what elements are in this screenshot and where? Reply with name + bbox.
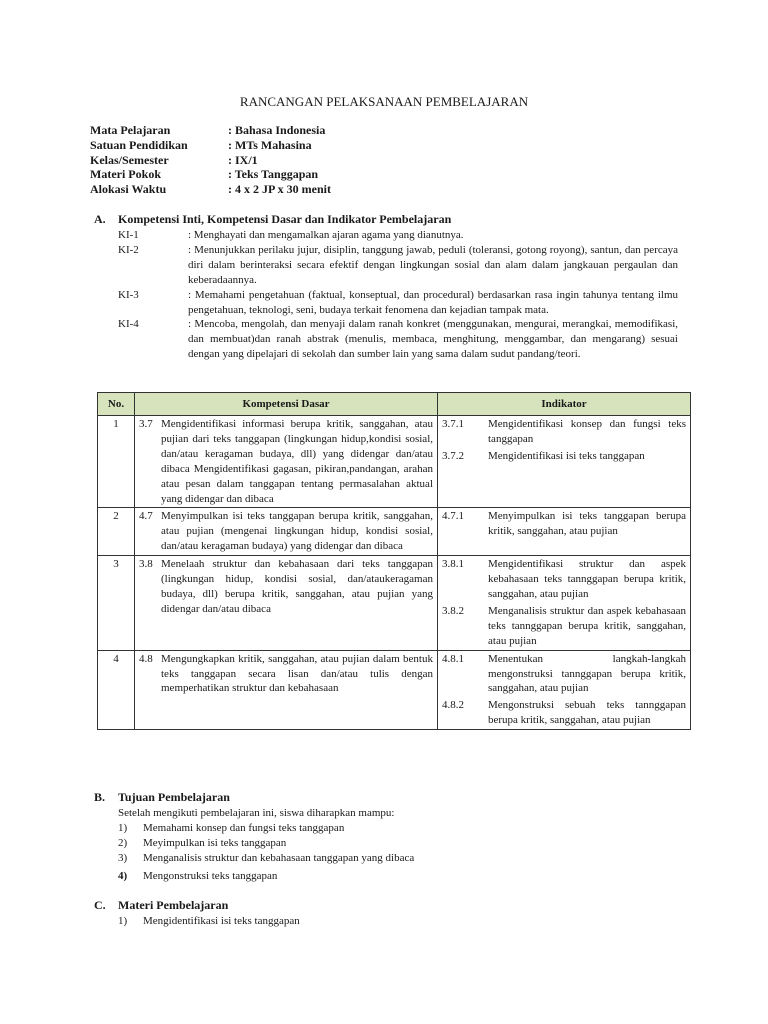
- ki-3: [118, 288, 678, 318]
- indicator-code: 4.7.1: [442, 510, 464, 523]
- table-row: [98, 650, 691, 730]
- indicator-text: Mengidentifikasi isi teks tanggapan: [488, 449, 645, 462]
- header-indicator: Indikator: [438, 393, 691, 416]
- meta-value: : 4 x 2 JP x 30 menit: [228, 182, 331, 197]
- row-number: 3: [98, 556, 135, 650]
- indicator-code: 3.7.1: [442, 418, 464, 430]
- section-letter: C.: [94, 898, 106, 912]
- item-number: 1): [118, 915, 128, 927]
- section-letter: B.: [94, 790, 106, 804]
- competency-table: [97, 392, 691, 730]
- ki-4: [118, 317, 678, 362]
- indicator-text: Menganalisis struktur dan aspek kebahasaan teks tannggapan berupa kritik, sanggahan, atau pujian: [488, 604, 686, 647]
- ki-label: KI-4: [118, 318, 139, 330]
- indicator-code: 4.8.1: [442, 652, 464, 665]
- meta-key: Kelas/Semester: [90, 152, 169, 167]
- section-title: Kompetensi Inti, Kompetensi Dasar dan Indikator Pembelajaran: [118, 212, 452, 226]
- ki-text: : Mencoba, mengolah, dan menyaji dalam ranah konkret (menggunakan, mengurai, merangkai, memodifikasi, dan membuat)dan ranah abstrak (menulis, membaca, menghitung, menggambar, dan mengarang) sesuai dengan yang dipelajari di sekolah dan sumber lain yang sama dalam sudut pandang/teori.: [188, 318, 678, 360]
- list-item: [118, 869, 414, 884]
- list-item: [118, 836, 414, 851]
- list-item: [118, 851, 414, 866]
- kd-cell: [135, 650, 438, 730]
- objectives-list: [118, 806, 414, 884]
- kd-cell: [135, 416, 438, 508]
- meta-value: : IX/1: [228, 152, 258, 167]
- indicator-code: 3.7.2: [442, 449, 464, 462]
- objectives-intro: Setelah mengikuti pembelajaran ini, siswa diharapkan mampu:: [118, 807, 395, 819]
- list-item: [118, 914, 300, 929]
- item-text: Menganalisis struktur dan kebahasaan tanggapan yang dibaca: [143, 852, 415, 864]
- meta-row: [90, 182, 331, 197]
- section-a-heading: [94, 212, 451, 227]
- kd-code: 3.8: [139, 558, 153, 571]
- item-number: 1): [118, 822, 128, 834]
- ki-label: KI-2: [118, 244, 139, 256]
- indicator-code: 3.8.2: [442, 604, 464, 617]
- ki-1: [118, 228, 678, 243]
- kd-text: Menyimpulkan isi teks tanggapan berupa kritik, sanggahan, atau pujian (mengenai lingkungan hidup, kondisi sosial, dan/atau keragaman budaya) yang didengar dan dibaca: [161, 510, 433, 553]
- kd-code: 4.7: [139, 510, 153, 523]
- row-number: 4: [98, 650, 135, 730]
- kd-cell: [135, 508, 438, 556]
- header-no: No.: [98, 393, 135, 416]
- meta-row: [90, 153, 331, 168]
- table-row: [98, 508, 691, 556]
- indicator-text: Mengidentifikasi konsep dan fungsi teks tanggapan: [488, 418, 686, 445]
- kd-cell: [135, 556, 438, 650]
- ki-label: KI-1: [118, 229, 139, 241]
- meta-key: Satuan Pendidikan: [90, 137, 188, 152]
- indicator-code: 3.8.1: [442, 558, 464, 571]
- item-number: 3): [118, 852, 128, 864]
- section-letter: A.: [94, 212, 106, 226]
- item-number: 2): [118, 837, 128, 849]
- indicator-text: Mengidentifikasi struktur dan aspek kebahasaan teks tannggapan berupa kritik, sanggahan, atau pujian: [488, 558, 686, 600]
- indicator-text: Mengonstruksi sebuah teks tannggapan berupa kritik, sanggahan, atau pujian: [488, 699, 686, 727]
- item-text: Mengonstruksi teks tanggapan: [143, 870, 278, 882]
- item-text: Memahami konsep dan fungsi teks tanggapan: [143, 822, 345, 834]
- ki-2: [118, 243, 678, 288]
- table-row: [98, 416, 691, 508]
- ki-text: : Memahami pengetahuan (faktual, konseptual, dan procedural) berdasarkan rasa ingin tahunya tentang ilmu pengetahuan, teknologi, seni, budaya terkait fenomena dan kejadian tampak mata.: [188, 289, 678, 316]
- meta-key: Materi Pokok: [90, 167, 161, 182]
- meta-row: [90, 167, 331, 182]
- kd-code: 4.8: [139, 652, 153, 665]
- indicator-text: Menentukan langkah-langkah mengonstruksi tannggapan berupa kritik, sanggahan, atau pujian: [488, 652, 686, 695]
- meta-value: : Bahasa Indonesia: [228, 123, 326, 137]
- indicator-cell: [438, 508, 691, 556]
- indicator-text: Menyimpulkan isi teks tanggapan berupa kritik, sanggahan, atau pujian: [488, 510, 686, 538]
- meta-key: Mata Pelajaran: [90, 123, 171, 137]
- table-header-row: [98, 393, 691, 416]
- identity-block: [90, 123, 331, 197]
- indicator-cell: [438, 650, 691, 730]
- section-c-heading: [94, 898, 228, 913]
- ki-text: : Menunjukkan perilaku jujur, disiplin, tanggung jawab, peduli (toleransi, gotong royong), santun, dan percaya diri dalam berinteraksi secara efektif dengan lingkungan sosial dan alam dalam jangkauan pergaulan dan keberadaannya.: [188, 244, 678, 286]
- indicator-code: 4.8.2: [442, 699, 464, 712]
- section-title: Materi Pembelajaran: [118, 898, 229, 912]
- ki-text: : Menghayati dan mengamalkan ajaran agama yang dianutnya.: [188, 229, 464, 241]
- materials-list: [118, 914, 300, 929]
- meta-value: : MTs Mahasina: [228, 137, 312, 152]
- table-row: [98, 556, 691, 650]
- indicator-cell: [438, 416, 691, 508]
- meta-row: [90, 123, 331, 138]
- section-b-heading: [94, 790, 230, 805]
- item-number: 4): [118, 870, 128, 882]
- item-text: Meyimpulkan isi teks tanggapan: [143, 837, 287, 849]
- header-kd: Kompetensi Dasar: [135, 393, 438, 416]
- meta-row: [90, 138, 331, 153]
- kd-text: Mengidentifikasi informasi berupa kritik, sanggahan, atau pujian dari teks tanggapan (lingkungan hidup,kondisi sosial, dan/atau keragaman budaya, dll) yang didengar dan/atau dibaca Mengidentifikasi gagasan, pikiran,pandangan, arahan atau pesan dalam tanggapan tentang permasalahan aktual yang didengar dan dibaca: [161, 418, 433, 505]
- list-item: [118, 821, 414, 836]
- kd-text: Menelaah struktur dan kebahasaan dari teks tanggapan (lingkungan hidup, kondisi sosial, dan/ataukeragaman budaya, dll) berupa kritik, sanggahan, atau pujian yang didengar dan/atau dibaca: [161, 558, 433, 615]
- kd-code: 3.7: [139, 418, 153, 430]
- meta-value: : Teks Tanggapan: [228, 167, 319, 182]
- meta-key: Alokasi Waktu: [90, 182, 167, 197]
- row-number: 1: [98, 416, 135, 508]
- row-number: 2: [98, 508, 135, 556]
- indicator-cell: [438, 556, 691, 650]
- section-title: Tujuan Pembelajaran: [118, 790, 230, 804]
- ki-label: KI-3: [118, 289, 139, 301]
- document-title: RANCANGAN PELAKSANAAN PEMBELAJARAN: [239, 94, 529, 109]
- item-text: Mengidentifikasi isi teks tanggapan: [143, 915, 300, 927]
- kd-text: Mengungkapkan kritik, sanggahan, atau pujian dalam bentuk teks tanggapan secara lisan dan/atau tulis dengan memperhatikan struktur dan kebahasaan: [161, 652, 433, 695]
